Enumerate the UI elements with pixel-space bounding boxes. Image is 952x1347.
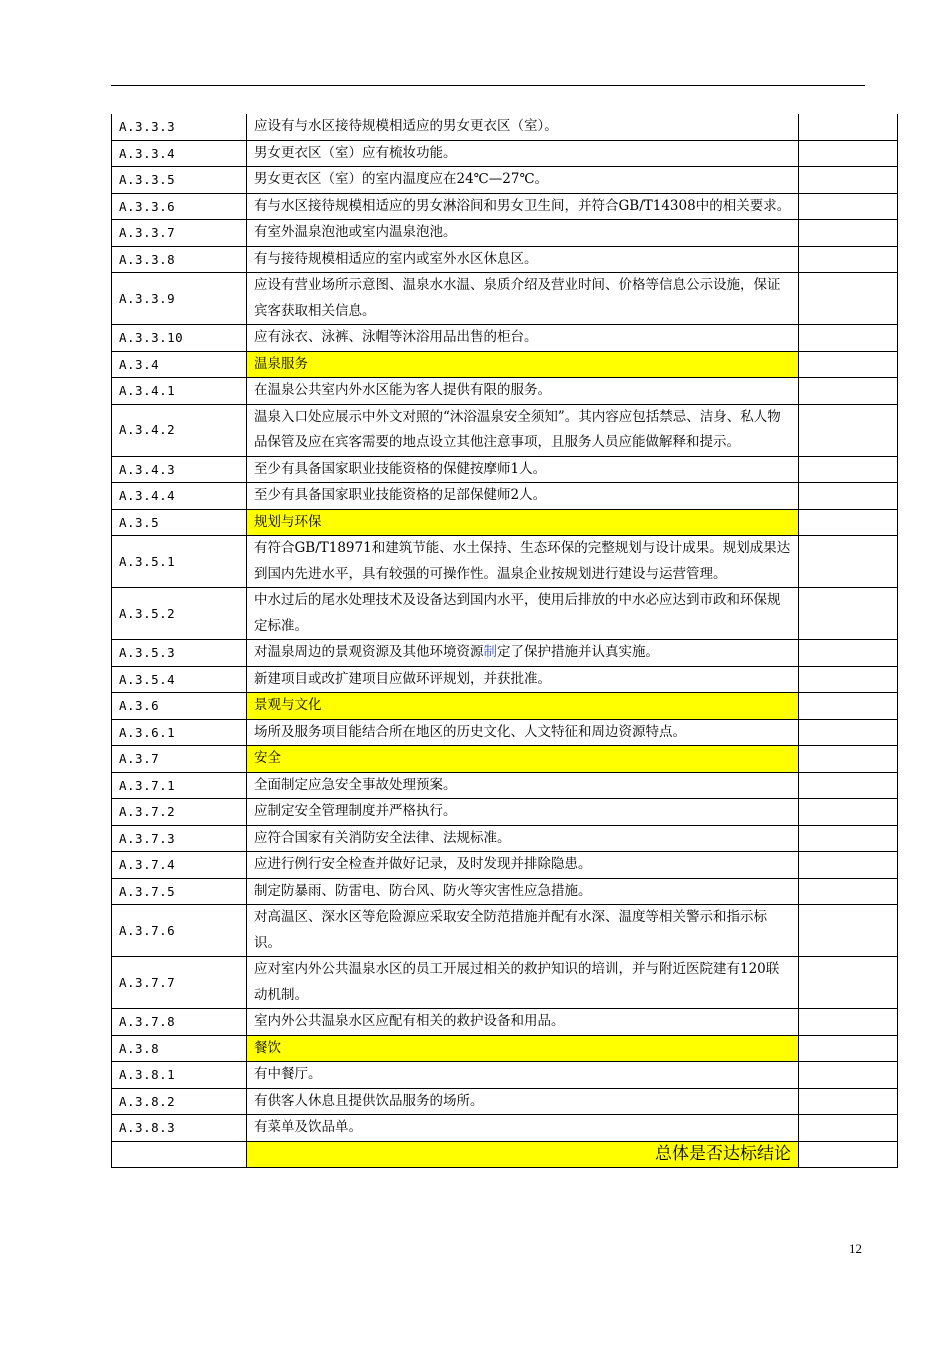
row-result-cell [799,878,898,905]
table-row [112,905,898,957]
row-code: A.3.8.3 [112,1115,247,1142]
row-code: A.3.4.1 [112,378,247,405]
row-result-cell [799,404,898,456]
row-code: A.3.3.3 [112,114,247,140]
row-result-cell [799,693,898,720]
row-result-cell [799,799,898,826]
section-row [112,509,898,536]
row-code: A.3.7.2 [112,799,247,826]
row-result-cell [799,509,898,536]
row-code: A.3.8.2 [112,1088,247,1115]
row-code: A.3.3.10 [112,325,247,352]
row-text: 新建项目或改扩建项目应做环评规划，并获批准。 [247,666,799,693]
section-row [112,351,898,378]
row-code: A.3.3.6 [112,193,247,220]
row-result-cell [799,1009,898,1036]
row-text: 应有泳衣、泳裤、泳帽等沐浴用品出售的柜台。 [247,325,799,352]
page-number: 12 [849,1241,862,1256]
row-code: A.3.3.9 [112,273,247,325]
table-row [112,666,898,693]
row-text: 应制定安全管理制度并严格执行。 [247,799,799,826]
section-row [112,693,898,720]
row-code: A.3.3.5 [112,167,247,194]
total-row [112,1141,898,1168]
table-row [112,772,898,799]
row-text: 应设有与水区接待规模相适应的男女更衣区（室）。 [247,114,799,140]
row-text: 至少有具备国家职业技能资格的保健按摩师1人。 [247,456,799,483]
row-text [247,640,799,667]
row-result-cell [799,905,898,957]
row-code: A.3.4.2 [112,404,247,456]
row-result-cell [799,666,898,693]
table-row [112,536,898,588]
row-text: 对高温区、深水区等危险源应采取安全防范措施并配有水深、温度等相关警示和指示标识。 [247,905,799,957]
row-code: A.3.7.3 [112,825,247,852]
table-row [112,114,898,140]
total-result-cell [799,1141,898,1168]
section-title: 安全 [247,746,799,773]
row-code: A.3.8.1 [112,1062,247,1089]
row-text: 应设有营业场所示意图、温泉水水温、泉质介绍及营业时间、价格等信息公示设施，保证宾客获取相关信息。 [247,273,799,325]
row-code: A.3.7.5 [112,878,247,905]
row-result-cell [799,772,898,799]
total-conclusion-label: 总体是否达标结论 [247,1141,799,1168]
section-row [112,1035,898,1062]
table-row [112,640,898,667]
row-text: 室内外公共温泉水区应配有相关的救护设备和用品。 [247,1009,799,1036]
table-row [112,588,898,640]
row-result-cell [799,483,898,510]
row-code: A.3.6.1 [112,719,247,746]
row-code: A.3.4.4 [112,483,247,510]
section-title: 景观与文化 [247,693,799,720]
row-text: 场所及服务项目能结合所在地区的历史文化、人文特征和周边资源特点。 [247,719,799,746]
row-text: 有菜单及饮品单。 [247,1115,799,1142]
row-text: 有与接待规模相适应的室内或室外水区休息区。 [247,246,799,273]
row-code: A.3.7.4 [112,852,247,879]
row-code: A.3.7.1 [112,772,247,799]
row-text: 应符合国家有关消防安全法律、法规标准。 [247,825,799,852]
table-row [112,404,898,456]
row-result-cell [799,957,898,1009]
row-text: 有室外温泉泡池或室内温泉泡池。 [247,220,799,247]
table-row [112,325,898,352]
row-result-cell [799,825,898,852]
row-text: 有符合GB/T18971和建筑节能、水土保持、生态环保的完整规划与设计成果。规划成果达到国内先进水平，具有较强的可操作性。温泉企业按规划进行建设与运营管理。 [247,536,799,588]
row-result-cell [799,114,898,140]
table-row [112,1115,898,1142]
table-row [112,246,898,273]
row-text: 至少有具备国家职业技能资格的足部保健师2人。 [247,483,799,510]
table-row [112,273,898,325]
table-row [112,825,898,852]
row-text: 有中餐厅。 [247,1062,799,1089]
table-row [112,1062,898,1089]
row-result-cell [799,1062,898,1089]
row-text: 应进行例行安全检查并做好记录，及时发现并排除隐患。 [247,852,799,879]
row-code: A.3.4.3 [112,456,247,483]
row-text: 男女更衣区（室）的室内温度应在24℃—27℃。 [247,167,799,194]
table-row [112,220,898,247]
table-row [112,483,898,510]
row-text-blue: 制 [483,644,497,660]
row-code: A.3.7.6 [112,905,247,957]
row-result-cell [799,1035,898,1062]
row-result-cell [799,1115,898,1142]
row-code: A.3.5.3 [112,640,247,667]
section-code: A.3.7 [112,746,247,773]
section-row [112,746,898,773]
standards-table [111,114,898,1168]
section-title: 规划与环保 [247,509,799,536]
row-code: A.3.3.7 [112,220,247,247]
row-text: 应对室内外公共温泉水区的员工开展过相关的救护知识的培训，并与附近医院建有120联动机制。 [247,957,799,1009]
row-result-cell [799,640,898,667]
row-text: 制定防暴雨、防雷电、防台风、防火等灾害性应急措施。 [247,878,799,905]
row-result-cell [799,588,898,640]
row-code: A.3.3.8 [112,246,247,273]
section-title: 温泉服务 [247,351,799,378]
row-result-cell [799,351,898,378]
table-row [112,719,898,746]
section-code: A.3.8 [112,1035,247,1062]
table-row [112,878,898,905]
table-row [112,378,898,405]
row-result-cell [799,167,898,194]
row-result-cell [799,378,898,405]
row-code: A.3.5.4 [112,666,247,693]
section-code: A.3.4 [112,351,247,378]
row-result-cell [799,325,898,352]
table-row [112,193,898,220]
table-row [112,799,898,826]
row-result-cell [799,1088,898,1115]
row-text: 有供客人休息且提供饮品服务的场所。 [247,1088,799,1115]
row-text: 中水过后的尾水处理技术及设备达到国内水平，使用后排放的中水必应达到市政和环保规定标准。 [247,588,799,640]
table-row [112,140,898,167]
row-result-cell [799,746,898,773]
header-rule [111,85,865,86]
section-code: A.3.6 [112,693,247,720]
table-row [112,1009,898,1036]
row-result-cell [799,246,898,273]
row-code: A.3.7.8 [112,1009,247,1036]
section-code: A.3.5 [112,509,247,536]
row-result-cell [799,140,898,167]
row-result-cell [799,456,898,483]
row-result-cell [799,193,898,220]
row-text-after: 定了保护措施并认真实施。 [497,644,659,660]
table-row [112,456,898,483]
table-row [112,1088,898,1115]
row-text: 有与水区接待规模相适应的男女淋浴间和男女卫生间，并符合GB/T14308中的相关要求。 [247,193,799,220]
row-text: 温泉入口处应展示中外文对照的“沐浴温泉安全须知”。其内容应包括禁忌、洁身、私人物品保管及应在宾客需要的地点设立其他注意事项，且服务人员应能做解释和提示。 [247,404,799,456]
row-result-cell [799,273,898,325]
row-text: 在温泉公共室内外水区能为客人提供有限的服务。 [247,378,799,405]
row-code: A.3.7.7 [112,957,247,1009]
row-result-cell [799,220,898,247]
table-row [112,167,898,194]
table-row [112,957,898,1009]
table-row [112,852,898,879]
row-code: A.3.5.2 [112,588,247,640]
row-text-before: 对温泉周边的景观资源及其他环境资源 [254,644,484,660]
row-code: A.3.3.4 [112,140,247,167]
row-text: 全面制定应急安全事故处理预案。 [247,772,799,799]
row-result-cell [799,852,898,879]
section-title: 餐饮 [247,1035,799,1062]
row-result-cell [799,536,898,588]
row-code: A.3.5.1 [112,536,247,588]
row-text: 男女更衣区（室）应有梳妆功能。 [247,140,799,167]
row-result-cell [799,719,898,746]
total-code-cell [112,1141,247,1168]
